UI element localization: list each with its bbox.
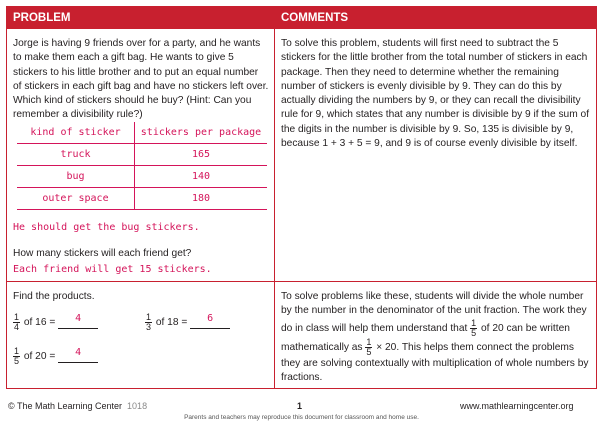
answer-blank: 4 xyxy=(58,351,98,363)
product-item xyxy=(145,313,230,332)
product-item xyxy=(13,347,98,366)
worksheet-table xyxy=(6,6,597,389)
fraction: $\frac{1}{3}$ xyxy=(146,312,152,332)
comment1-text: To solve this problem, students will first need to subtract the 5 stickers for the little brother from the total number of stickers in each package. Then they need to determine whether the remaining number of stickers is evenly divisible by 9. They can do this by actually dividing the numbers by 9, or they can recall the divisibility rule for 9, which states that any number is divisible by 9 if the sum of the digits in the number is divisible by 9. So, 135 is divisible by 9, because 1 + 3 + 5 = 9, and 9 is of course evenly divisible by itself. xyxy=(281,38,590,150)
fraction: $\frac{1}{4}$ xyxy=(14,312,20,332)
table-cell-count: 165 xyxy=(135,144,268,166)
answer-blank: 4 xyxy=(58,317,98,329)
row-divider xyxy=(7,281,596,282)
table-row xyxy=(17,166,267,188)
fraction: $\frac{1}{5}$ xyxy=(471,317,477,338)
table-header-count: stickers per package xyxy=(135,122,268,144)
product-text: of 16 = xyxy=(23,317,56,329)
table-cell-kind: bug xyxy=(17,166,135,188)
comments-header: COMMENTS xyxy=(275,7,596,29)
problem-header: PROBLEM xyxy=(7,7,274,29)
table-header-row xyxy=(17,122,267,144)
question2: How many stickers will each friend get? xyxy=(13,248,192,259)
fraction: $\frac{1}{5}$ xyxy=(14,346,20,366)
product-text: of 20 = xyxy=(23,351,56,363)
answer2: Each friend will get 15 stickers. xyxy=(13,264,212,275)
fraction: $\frac{1}{5}$ xyxy=(366,336,372,357)
table-row xyxy=(17,188,267,210)
answer1: He should get the bug stickers. xyxy=(13,222,200,233)
table-cell-count: 180 xyxy=(135,188,268,210)
table-cell-kind: outer space xyxy=(17,188,135,210)
products-prompt: Find the products. xyxy=(13,291,95,302)
footer-copyright: © The Math Learning Center 1018 xyxy=(8,401,148,411)
table-cell-count: 140 xyxy=(135,166,268,188)
footer-note: Parents and teachers may reproduce this document for classroom and home use. xyxy=(184,414,419,421)
sticker-table xyxy=(17,122,267,210)
footer-page-number: 1 xyxy=(297,401,303,411)
table-row xyxy=(17,144,267,166)
comment2-text: To solve problems like these, students will divide the whole number by the number in the denominator of the unit fraction. The work they do in class will help them understand that $\frac{1}{5}$ of 20 can be written mathematically as $\frac{1}{5}$ × 20. This helps them connect the problems they are solving contextually with multiplication of whole numbers by fractions. xyxy=(281,291,589,383)
problem1-text: Jorge is having 9 friends over for a party, and he wants to make them each a gift bag. He wants to give 5 stickers to his little brother and to put an equal number of stickers in each gift bag and have no stickers left over. Which kind of stickers should he buy? (Hint: Can you remember a divisibility rule?) xyxy=(13,38,269,121)
answer-blank: 6 xyxy=(190,317,230,329)
product-item xyxy=(13,313,98,332)
footer-website[interactable]: www.mathlearningcenter.org xyxy=(460,401,574,411)
table-cell-kind: truck xyxy=(17,144,135,166)
table-header-kind: kind of sticker xyxy=(17,122,135,144)
product-text: of 18 = xyxy=(155,317,188,329)
column-divider xyxy=(274,7,275,388)
